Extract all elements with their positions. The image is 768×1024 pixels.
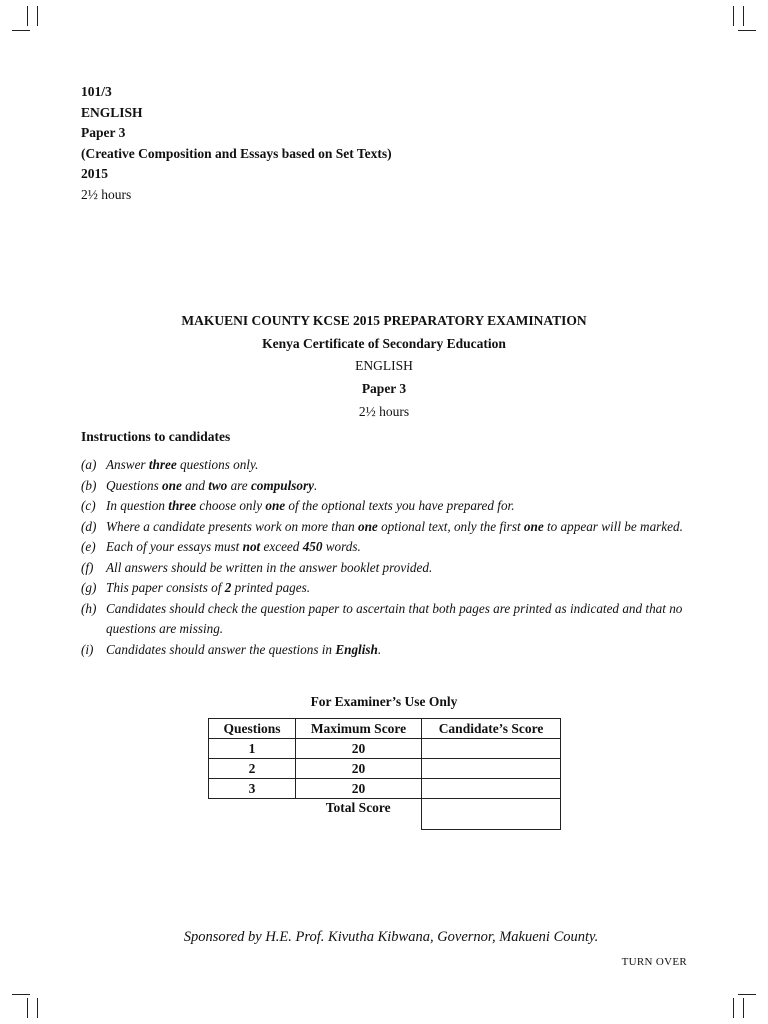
crop-mark [37, 998, 38, 1018]
crop-mark [738, 994, 756, 995]
instructions-list [81, 455, 701, 660]
question-cell: 2 [209, 759, 296, 779]
instruction-text: Each of your essays must not exceed 450 words. [106, 539, 361, 554]
instruction-item [81, 517, 701, 538]
crop-mark [27, 998, 28, 1018]
instruction-item [81, 455, 701, 476]
exam-title: MAKUENI COUNTY KCSE 2015 PREPARATORY EXAMINATION [181, 313, 587, 328]
exam-subject: ENGLISH [355, 358, 413, 373]
instruction-label: (e) [81, 539, 96, 554]
instruction-label: (a) [81, 457, 97, 472]
max-score-cell: 20 [296, 739, 422, 759]
paper-description: (Creative Composition and Essays based on Set Texts) [81, 145, 392, 161]
paper-duration: 2½ hours [81, 186, 132, 202]
paper-code: 101/3 [81, 84, 112, 99]
crop-mark [733, 998, 734, 1018]
question-cell: 3 [209, 779, 296, 799]
instruction-label: (d) [81, 518, 97, 534]
instruction-item [81, 558, 701, 579]
max-score-cell: 20 [296, 759, 422, 779]
instruction-text: Where a candidate presents work on more than one optional text, only the first one to appear will be marked. [106, 518, 683, 534]
instruction-text: This paper consists of 2 printed pages. [106, 580, 311, 595]
crop-mark [27, 6, 28, 26]
table-row [209, 759, 561, 779]
table-row [209, 739, 561, 759]
candidate-score-cell[interactable] [422, 759, 561, 779]
question-cell: 1 [209, 739, 296, 759]
exam-duration: 2½ hours [358, 404, 410, 419]
crop-mark [738, 30, 756, 31]
instruction-item [81, 496, 701, 517]
instruction-item [81, 640, 701, 661]
instruction-text: All answers should be written in the answer booklet provided. [106, 559, 433, 575]
instruction-label: (h) [81, 600, 97, 616]
paper-header [81, 82, 392, 206]
instruction-item [81, 476, 701, 497]
instruction-label: (c) [81, 498, 96, 513]
instruction-text: Candidates should answer the questions in English. [106, 641, 382, 657]
total-score-label: Total Score [325, 800, 391, 815]
sponsor-note: Sponsored by H.E. Prof. Kivutha Kibwana, Governor, Makueni County. [183, 929, 599, 945]
crop-mark [12, 994, 30, 995]
paper-number: Paper 3 [81, 125, 126, 141]
instruction-text: Questions one and two are compulsory. [106, 477, 318, 493]
instruction-text: Candidates should check the question paper to ascertain that both pages are printed as indicated and that no questions are missing. [106, 600, 683, 636]
instruction-label: (i) [81, 641, 94, 657]
examiner-score-table [208, 718, 561, 830]
crop-mark [37, 6, 38, 26]
candidate-score-cell[interactable] [422, 739, 561, 759]
column-header: Questions [209, 719, 296, 739]
instructions-heading: Instructions to candidates [81, 429, 231, 444]
paper-subject: ENGLISH [81, 104, 143, 120]
instruction-text: Answer three questions only. [106, 457, 259, 472]
total-row [209, 799, 561, 830]
column-header: Maximum Score [296, 719, 422, 739]
exam-paper: Paper 3 [361, 381, 407, 396]
table-header-row [209, 719, 561, 739]
candidate-score-cell[interactable] [422, 779, 561, 799]
max-score-cell: 20 [296, 779, 422, 799]
examiner-table-title: For Examiner’s Use Only [310, 694, 458, 709]
instruction-text: In question three choose only one of the optional texts you have prepared for. [106, 498, 515, 513]
crop-mark [743, 998, 744, 1018]
instruction-label: (b) [81, 477, 97, 493]
crop-mark [743, 6, 744, 26]
instruction-label: (f) [81, 559, 94, 575]
turn-over-label: TURN OVER [621, 956, 687, 968]
crop-mark [12, 30, 30, 31]
certificate-name: Kenya Certificate of Secondary Education [262, 336, 506, 351]
table-row [209, 779, 561, 799]
crop-mark [733, 6, 734, 26]
paper-year: 2015 [81, 166, 108, 182]
instruction-item [81, 578, 701, 599]
total-score-cell[interactable] [422, 799, 561, 830]
instruction-item [81, 537, 701, 558]
instruction-item [81, 599, 701, 640]
column-header: Candidate’s Score [422, 719, 561, 739]
instruction-label: (g) [81, 580, 97, 595]
